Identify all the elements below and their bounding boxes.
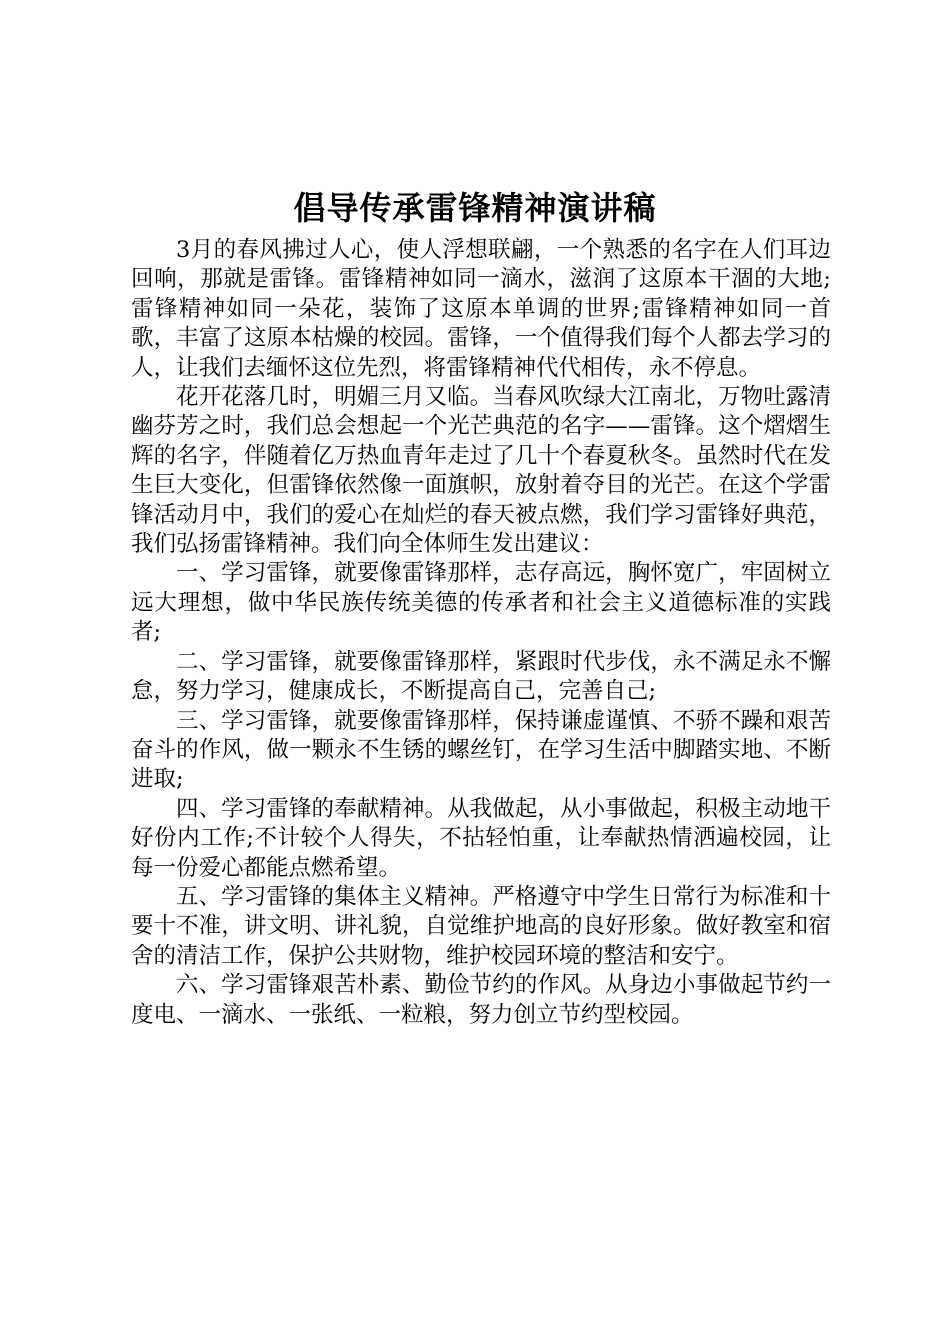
- paragraph-proposal-1: 一、学习雷锋，就要像雷锋那样，志存高远，胸怀宽广，牢固树立远大理想，做中华民族传统美德的传承者和社会主义道德标准的实践者;: [131, 560, 831, 646]
- document-title: 倡导传承雷锋精神演讲稿: [293, 189, 657, 227]
- paragraph-proposal-3: 三、学习雷锋，就要像雷锋那样，保持谦虚谨慎、不骄不躁和艰苦奋斗的作风，做一颗永不生锈的螺丝钉，在学习生活中脚踏实地、不断进取;: [131, 707, 831, 793]
- paragraph-proposal-6: 六、学习雷锋艰苦朴素、勤俭节约的作风。从身边小事做起节约一度电、一滴水、一张纸、一粒粮，努力创立节约型校园。: [131, 972, 831, 1028]
- document-body: [131, 236, 831, 1030]
- paragraph-intro: 3月的春风拂过人心，使人浮想联翩，一个熟悉的名字在人们耳边回响，那就是雷锋。雷锋精神如同一滴水，滋润了这原本干涸的大地;雷锋精神如同一朵花，装饰了这原本单调的世界;雷锋精神如同一首歌，丰富了这原本枯燥的校园。雷锋，一个值得我们每个人都去学习的人，让我们去缅怀这位先烈，将雷锋精神代代相传，永不停息。: [131, 237, 831, 381]
- paragraph-proposal-5: 五、学习雷锋的集体主义精神。严格遵守中学生日常行为标准和十要十不准，讲文明、讲礼貌，自觉维护地高的良好形象。做好教室和宿舍的清洁工作，保护公共财物，维护校园环境的整洁和安宁。: [131, 883, 831, 969]
- paragraph-spring: 花开花落几时，明媚三月又临。当春风吹绿大江南北，万物吐露清幽芬芳之时，我们总会想起一个光芒典范的名字——雷锋。这个熠熠生辉的名字，伴随着亿万热血青年走过了几十个春夏秋冬。虽然时代在发生巨大变化，但雷锋依然像一面旗帜，放射着夺目的光芒。在这个学雷锋活动月中，我们的爱心在灿烂的春天被点燃，我们学习雷锋好典范，我们弘扬雷锋精神。我们向全体师生发出建议：: [131, 384, 831, 558]
- paragraph-proposal-2: 二、学习雷锋，就要像雷锋那样，紧跟时代步伐，永不满足永不懈怠，努力学习，健康成长，不断提高自己，完善自己;: [131, 648, 831, 705]
- paragraph-proposal-4: 四、学习雷锋的奉献精神。从我做起，从小事做起，积极主动地干好份内工作;不计较个人得失，不拈轻怕重，让奉献热情洒遍校园，让每一份爱心都能点燃希望。: [131, 795, 831, 881]
